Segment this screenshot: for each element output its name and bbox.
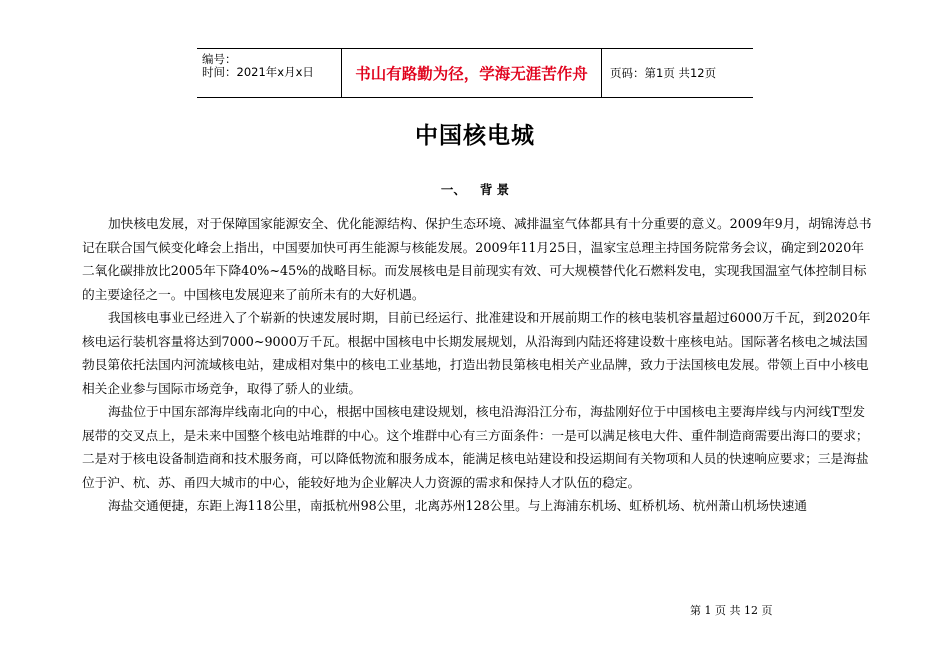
header-meta — [197, 49, 342, 97]
section-heading — [0, 180, 950, 198]
section-heading-text: 背 景 — [479, 182, 510, 197]
document-header — [197, 48, 753, 98]
paragraph: 加快核电发展，对于保障国家能源安全、优化能源结构、保护生态环境、减排温室气体都具有十分重要的意义。2009年9月，胡锦涛总书记在联合国气候变化峰会上指出，中国要加快可再生能源与核能发展。2009年11月25日，温家宝总理主持国务院常务会议，确定到2020年二氧化碳排放比2005年下降40%~45%的战略目标。而发展核电是目前现实有效、可大规模替代化石燃料发电，实现我国温室气体控制目标的主要途径之一。中国核电发展迎来了前所未有的大好机遇。 — [82, 216, 872, 302]
paragraph: 海盐交通便捷，东距上海118公里，南抵杭州98公里，北离苏州128公里。与上海浦东机场、虹桥机场、杭州萧山机场快速通 — [108, 498, 807, 513]
document-time-label: 时间：2021年x月x日 — [202, 65, 314, 79]
section-number: 一、 — [440, 182, 466, 197]
document-body — [82, 212, 872, 518]
page-title: 中国核电城 — [415, 123, 535, 149]
document-number-label: 编号： — [202, 52, 237, 66]
paragraph: 海盐位于中国东部海岸线南北向的中心，根据中国核电建设规划，核电沿海沿江分布，海盐刚好位于中国核电主要海岸线与内河线T型发展带的交叉点上，是未来中国整个核电站堆群的中心。这个堆群中心有三方面条件：一是可以满足核电大件、重件制造商需要出海口的要求；二是对于核电设备制造商和技术服务商，可以降低物流和服务成本，能满足核电站建设和投运期间有关物项和人员的快速响应要求；三是海盐位于沪、杭、苏、甬四大城市的中心，能较好地为企业解决人力资源的需求和保持人才队伍的稳定。 — [82, 404, 869, 490]
paragraph: 我国核电事业已经进入了个崭新的快速发展时期，目前已经运行、批准建设和开展前期工作的核电装机容量超过6000万千瓦，到2020年核电运行装机容量将达到7000~9000万千瓦。根据中国核电中长期发展规划，从沿海到内陆还将建设数十座核电站。国际著名核电之城法国勃艮第依托法国内河流域核电站，建成相对集中的核电工业基地，打造出勃艮第核电相关产业品牌，致力于法国核电发展。带领上百中小核电相关企业参与国际市场竞争，取得了骄人的业绩。 — [82, 310, 871, 396]
page-footer: 第 1 页 共 12 页 — [690, 604, 773, 617]
header-page-label: 页码：第1页 共12页 — [610, 66, 717, 80]
header-motto: 书山有路勤为径，学海无涯苦作舟 — [342, 49, 602, 97]
